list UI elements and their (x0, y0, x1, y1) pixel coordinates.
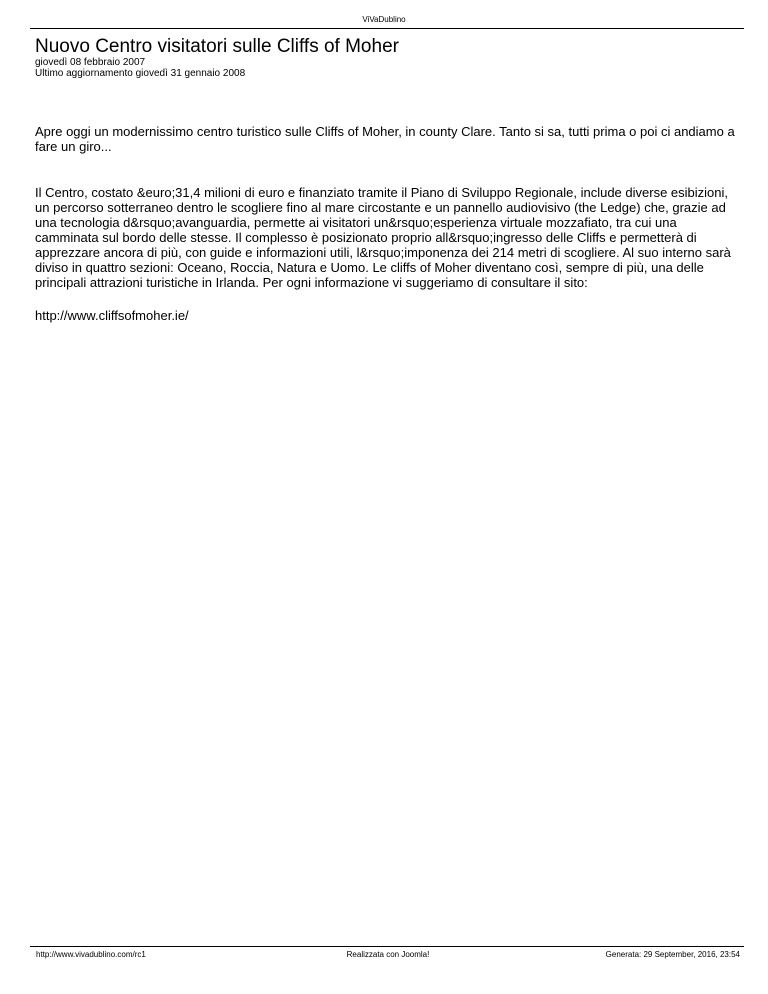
article (35, 37, 735, 323)
footer-powered-by: Realizzata con Joomla! (346, 950, 430, 959)
article-title: Nuovo Centro visitatori sulle Cliffs of Moher (35, 36, 399, 57)
article-updated: Ultimo aggiornamento giovedì 31 gennaio 2008 (35, 68, 246, 79)
article-body: Il Centro, costato &euro;31,4 milioni di euro e finanziato tramite il Piano di Sviluppo Regionale, include diverse esibizioni, un percorso sotterraneo dentro le scogliere fino al mare circostante e un pannello audiovisivo (the Ledge) che, grazie ad una tecnologia d&rsquo;avanguardia, permette ai visitatori un&rsquo;esperienza virtuale mozzafiato, tra cui una camminata sul bordo delle stesse. Il complesso è posizionato proprio all&rsquo;ingresso delle Cliffs e permetterà di apprezzare ancora di più, con guide e informazioni utili, l&rsquo;imponenza dei 214 metri di scogliere. Al suo interno sarà diviso in quattro sezioni: Oceano, Roccia, Natura e Uomo. Le cliffs of Moher diventano così, sempre di più, una delle principali attrazioni turistiche in Irlanda. Per ogni informazione vi suggeriamo di consultare il sito: (35, 185, 731, 290)
footer-divider (30, 946, 744, 947)
article-date: giovedì 08 febbraio 2007 (35, 57, 146, 68)
article-link: http://www.cliffsofmoher.ie/ (35, 308, 189, 323)
header-divider (30, 28, 744, 29)
article-intro: Apre oggi un modernissimo centro turistico sulle Cliffs of Moher, in county Clare. Tanto si sa, tutti prima o poi ci andiamo a fare un giro... (35, 124, 735, 154)
footer-generated-date: Generata: 29 September, 2016, 23:54 (605, 950, 740, 959)
footer-url: http://www.vivadublino.com/rc1 (36, 950, 146, 959)
site-name: ViVaDublino (362, 15, 406, 24)
